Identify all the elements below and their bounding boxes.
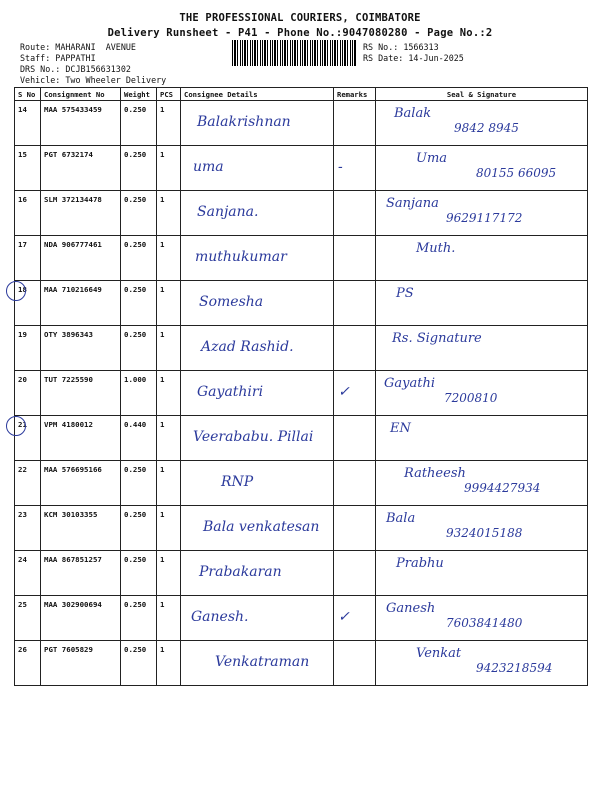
consignment-text: OTY 3896343 [44,330,93,339]
remark-mark: ✓ [338,609,350,625]
remarks-cell [334,641,376,686]
pcs-text: 1 [160,465,165,474]
consignment-cell [41,641,121,686]
weight-text: 0.250 [124,510,147,519]
weight-cell [121,461,157,506]
weight-cell [121,101,157,146]
pcs-text: 1 [160,330,165,339]
sno-text: 26 [18,645,27,654]
consignment-cell [41,596,121,641]
pcs-text: 1 [160,555,165,564]
pcs-cell [157,641,181,686]
signature-handwriting: Ratheesh [404,466,466,481]
phone-handwriting: 9629117172 [446,211,523,225]
pcs-text: 1 [160,240,165,249]
consignee-cell [181,191,334,236]
signature-cell [376,641,588,686]
pcs-text: 1 [160,645,165,654]
signature-cell [376,551,588,596]
staff-label: Staff: PAPPATHI [20,53,96,63]
remarks-cell [334,101,376,146]
weight-cell [121,371,157,416]
weight-cell [121,641,157,686]
sno-text: 21 [18,420,27,429]
consignment-text: PGT 6732174 [44,150,93,159]
signature-handwriting: Sanjana [386,196,439,211]
consignment-cell [41,551,121,596]
vehicle-label: Vehicle: Two Wheeler Delivery [20,75,167,85]
meta-left [20,42,166,86]
sno-text: 24 [18,555,27,564]
drs-label: DRS No.: DCJB156631302 [20,64,131,74]
consignment-text: MAA 867851257 [44,555,102,564]
signature-handwriting: Prabhu [396,556,444,571]
table-row [15,371,588,416]
remarks-cell [334,281,376,326]
consignee-cell [181,236,334,281]
signature-handwriting: Muth. [416,241,456,256]
circle-mark [6,281,26,301]
weight-text: 0.250 [124,195,147,204]
weight-cell [121,416,157,461]
sno-text: 17 [18,240,27,249]
pcs-cell [157,551,181,596]
sno-cell [15,506,41,551]
table-header-row [15,88,588,101]
pcs-text: 1 [160,510,165,519]
col-signature: Seal & Signature [376,88,588,101]
phone-handwriting: 9842 8945 [454,121,519,135]
weight-text: 0.250 [124,240,147,249]
consignment-cell [41,416,121,461]
col-consignment: Consignment No [41,88,121,101]
sno-cell [15,461,41,506]
table-row [15,416,588,461]
weight-text: 0.250 [124,330,147,339]
sheet-subtitle: Delivery Runsheet - P41 - Phone No.:9047080280 - Page No.:2 [107,27,493,39]
signature-handwriting: Ganesh [386,601,436,616]
sno-cell [15,326,41,371]
consignment-text: VPM 4180012 [44,420,93,429]
weight-cell [121,191,157,236]
sno-text: 18 [18,285,27,294]
table-row [15,641,588,686]
table-row [15,191,588,236]
col-sno: S No [15,88,41,101]
consignee-handwriting: Veerababu. Pillai [193,429,314,445]
sno-text: 20 [18,375,27,384]
consignment-text: SLM 372134478 [44,195,102,204]
signature-cell [376,101,588,146]
consignee-handwriting: uma [193,159,224,175]
sno-text: 16 [18,195,27,204]
remarks-cell [334,461,376,506]
consignment-cell [41,191,121,236]
consignment-text: MAA 710216649 [44,285,102,294]
sno-cell [15,146,41,191]
signature-handwriting: EN [390,421,411,436]
signature-cell [376,371,588,416]
consignee-cell [181,596,334,641]
runsheet-table [14,87,588,686]
consignee-handwriting: Somesha [199,294,264,310]
consignee-handwriting: RNP [221,474,254,490]
rs-number: RS No.: 1566313 [363,42,439,52]
signature-cell [376,326,588,371]
consignee-cell [181,326,334,371]
table-row [15,506,588,551]
pcs-cell [157,281,181,326]
remarks-cell [334,326,376,371]
remarks-cell [334,506,376,551]
pcs-text: 1 [160,150,165,159]
pcs-text: 1 [160,375,165,384]
signature-handwriting: Venkat [416,646,462,661]
pcs-cell [157,596,181,641]
remark-mark: ✓ [338,384,350,400]
route-label: Route: MAHARANI AVENUE [20,42,136,52]
consignment-text: MAA 576695166 [44,465,102,474]
phone-handwriting: 7603841480 [446,616,523,630]
table-row [15,146,588,191]
sno-cell [15,551,41,596]
consignment-text: TUT 7225590 [44,375,93,384]
signature-handwriting: Rs. Signature [392,331,482,346]
sno-cell [15,191,41,236]
consignee-cell [181,281,334,326]
pcs-cell [157,191,181,236]
col-weight: Weight [121,88,157,101]
signature-cell [376,506,588,551]
consignee-handwriting: Prabakaran [199,564,282,580]
weight-text: 0.250 [124,105,147,114]
pcs-cell [157,371,181,416]
signature-cell [376,236,588,281]
consignment-cell [41,461,121,506]
remark-mark: - [338,159,343,175]
circle-mark [6,416,26,436]
sno-cell [15,596,41,641]
consignment-cell [41,506,121,551]
weight-text: 0.250 [124,600,147,609]
consignee-handwriting: Azad Rashid. [201,339,294,355]
remarks-cell [334,596,376,641]
col-remarks: Remarks [334,88,376,101]
phone-handwriting: 80155 66095 [476,166,557,180]
consignment-text: MAA 302900694 [44,600,102,609]
consignee-cell [181,101,334,146]
col-consignee: Consignee Details [181,88,334,101]
weight-text: 1.000 [124,375,147,384]
signature-handwriting: Balak [394,106,432,121]
consignment-cell [41,326,121,371]
consignment-cell [41,281,121,326]
signature-cell [376,191,588,236]
pcs-text: 1 [160,285,165,294]
signature-cell [376,146,588,191]
weight-cell [121,236,157,281]
sno-text: 15 [18,150,27,159]
pcs-cell [157,146,181,191]
table-row [15,236,588,281]
signature-cell [376,281,588,326]
consignee-cell [181,641,334,686]
weight-cell [121,326,157,371]
consignee-handwriting: Bala venkatesan [203,519,320,535]
consignment-cell [41,146,121,191]
phone-handwriting: 9324015188 [446,526,523,540]
weight-text: 0.250 [124,645,147,654]
weight-text: 0.250 [124,285,147,294]
pcs-cell [157,506,181,551]
weight-cell [121,281,157,326]
phone-handwriting: 9423218594 [476,661,553,675]
consignee-cell [181,461,334,506]
remarks-cell [334,371,376,416]
sno-text: 25 [18,600,27,609]
pcs-text: 1 [160,600,165,609]
table-row [15,461,588,506]
consignee-cell [181,551,334,596]
signature-cell [376,416,588,461]
phone-handwriting: 7200810 [444,391,498,405]
phone-handwriting: 9994427934 [464,481,541,495]
sheet-title: THE PROFESSIONAL COURIERS, COIMBATORE [179,12,421,24]
consignee-handwriting: Balakrishnan [197,114,291,130]
pcs-cell [157,326,181,371]
sno-cell [15,101,41,146]
sno-text: 14 [18,105,27,114]
consignment-cell [41,371,121,416]
consignee-cell [181,371,334,416]
consignment-text: PGT 7605829 [44,645,93,654]
pcs-cell [157,461,181,506]
consignee-handwriting: Gayathiri [197,384,264,400]
rs-date: RS Date: 14-Jun-2025 [363,53,464,63]
weight-text: 0.250 [124,465,147,474]
pcs-text: 1 [160,420,165,429]
meta-right [363,42,464,64]
remarks-cell [334,416,376,461]
pcs-text: 1 [160,105,165,114]
barcode-image [232,40,356,66]
consignee-cell [181,146,334,191]
weight-cell [121,596,157,641]
remarks-cell [334,551,376,596]
consignment-cell [41,236,121,281]
table-row [15,596,588,641]
consignee-handwriting: Ganesh. [191,609,249,625]
consignment-cell [41,101,121,146]
remarks-cell [334,191,376,236]
consignee-cell [181,416,334,461]
signature-handwriting: PS [396,286,414,301]
pcs-cell [157,101,181,146]
sno-cell [15,371,41,416]
consignee-cell [181,506,334,551]
consignment-text: NDA 906777461 [44,240,102,249]
weight-cell [121,506,157,551]
sno-cell [15,236,41,281]
weight-text: 0.250 [124,150,147,159]
sno-text: 19 [18,330,27,339]
table-row [15,551,588,596]
signature-handwriting: Bala [386,511,416,526]
consignee-handwriting: Venkatraman [215,654,310,670]
consignment-text: KCM 30103355 [44,510,98,519]
weight-cell [121,146,157,191]
remarks-cell [334,146,376,191]
signature-cell [376,461,588,506]
consignment-text: MAA 575433459 [44,105,102,114]
pcs-cell [157,236,181,281]
signature-handwriting: Uma [416,151,448,166]
weight-text: 0.440 [124,420,147,429]
col-pcs: PCS [157,88,181,101]
consignee-handwriting: muthukumar [195,249,287,265]
pcs-cell [157,416,181,461]
table-row [15,281,588,326]
sno-text: 22 [18,465,27,474]
signature-cell [376,596,588,641]
sno-cell [15,641,41,686]
sno-cell [15,416,41,461]
weight-text: 0.250 [124,555,147,564]
sno-text: 23 [18,510,27,519]
signature-handwriting: Gayathi [384,376,435,391]
remarks-cell [334,236,376,281]
table-row [15,326,588,371]
sno-cell [15,281,41,326]
pcs-text: 1 [160,195,165,204]
table-row [15,101,588,146]
weight-cell [121,551,157,596]
consignee-handwriting: Sanjana. [197,204,259,220]
